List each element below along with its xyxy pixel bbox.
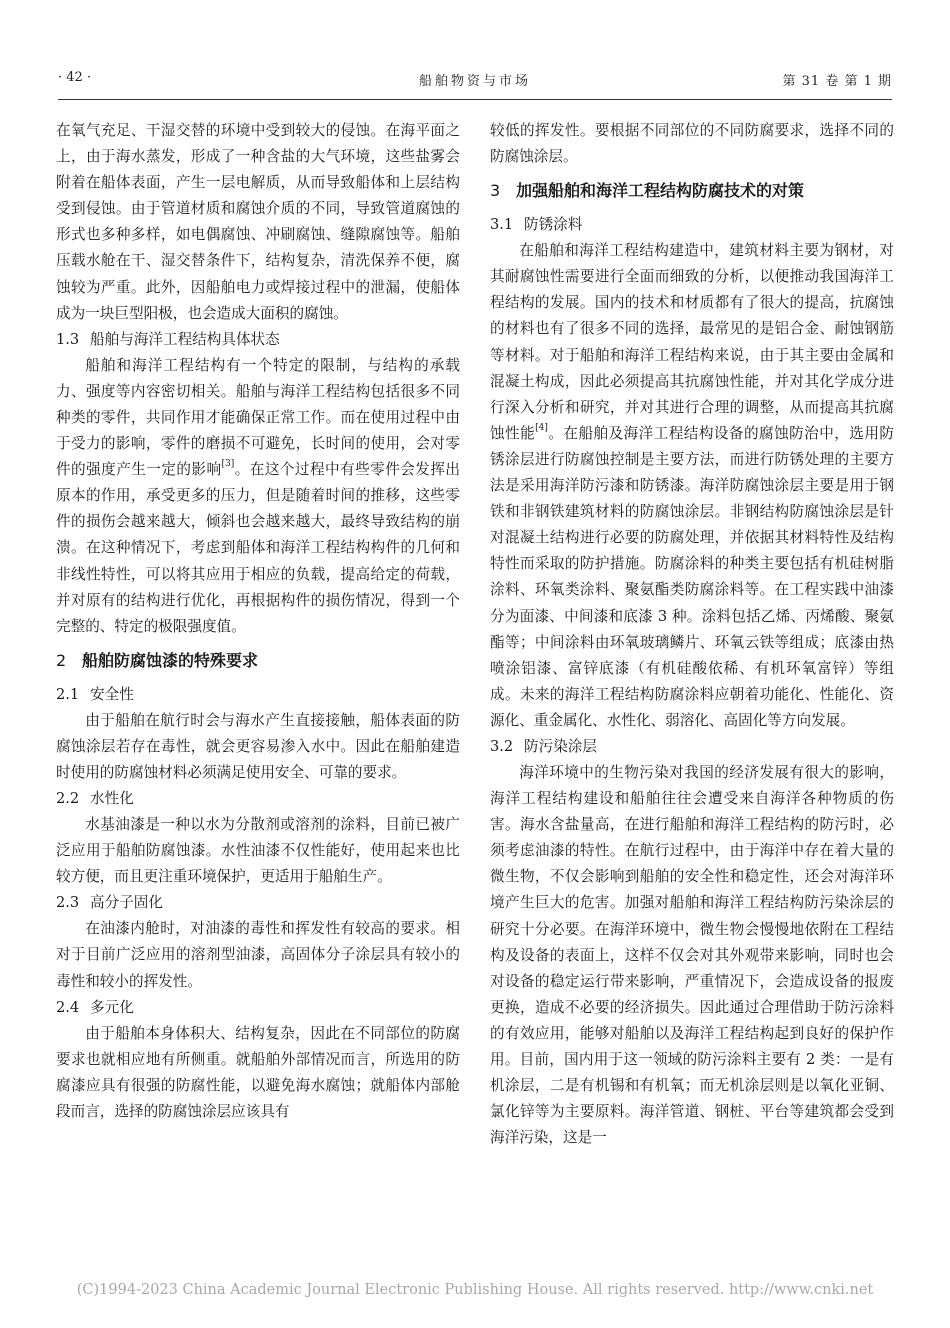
- section-title: 高分子固化: [90, 894, 163, 912]
- section-number: 1.3: [56, 330, 80, 348]
- page-header: [58, 66, 892, 90]
- paragraph: 海洋环境中的生物污染对我国的经济发展有很大的影响，海洋工程结构建设和船舶往往会遭受来自海洋各种物质的伤害。海水含盐量高，在进行船舶和海洋工程结构的防污时，必须考虑油漆的特性。在航行过程中，由于海洋中存在着大量的微生物，不仅会影响到船舶的安全性和稳定性，还会对海洋环境产生巨大的危害。加强对船舶和海洋工程结构防污染涂层的研究十分必要。在海洋环境中，微生物会慢慢地依附在工程结构及设备的表面上，这样不仅会对其外观带来影响，同时也会对设备的稳定运行带来影响，严重情况下，会造成设备的报废更换，造成不必要的经济损失。因此通过合理借助于防污涂料的有效应用，能够对船舶以及海洋工程结构起到良好的保护作用。目前，国内用于这一领域的防污涂料主要有 2 类：一是有机涂层，二是有机锡和有机氧；而无机涂层则是以氧化亚铜、氯化锌等为主要原料。海洋管道、钢桩、平台等建筑都会受到海洋污染，这是一: [490, 763, 894, 1147]
- section-heading-2-1: [56, 682, 460, 708]
- paragraph: 较低的挥发性。要根据不同部位的不同防腐要求，选择不同的防腐蚀涂层。: [490, 122, 894, 166]
- section-title: 水性化: [90, 790, 134, 808]
- section-number: 2.1: [56, 685, 80, 703]
- section-title: 船舶防腐蚀漆的特殊要求: [82, 650, 259, 670]
- section-title: 多元化: [90, 998, 134, 1016]
- paragraph: 在油漆内舱时，对油漆的毒性和挥发性有较高的要求。相对于目前广泛应用的溶剂型油漆，高固体分子涂层具有较小的毒性和较小的挥发性。: [56, 920, 460, 990]
- section-number: 2.4: [56, 998, 80, 1016]
- page-number: · 42 ·: [58, 70, 92, 85]
- journal-name: 船舶物资与市场: [418, 74, 531, 89]
- section-title: 防锈涂料: [524, 216, 583, 234]
- section-title: 防污染涂层: [524, 737, 597, 755]
- section-heading-1-3: [56, 327, 460, 353]
- paragraph-text: 在船舶和海洋工程结构建造中，建筑材料主要为钢材，对其耐腐蚀性需要进行全面而细致的分析，以便推动我国海洋工程结构的发展。国内的技术和材质都有了很大的提高，抗腐蚀的材料也有了很多不同的选择，最常见的是铝合金、耐蚀钢筋等材料。对于船舶和海洋工程结构来说，由于其主要由金属和混凝土构成，因此必须提高其抗腐蚀性能，并对其化学成分进行深入分析和研究，并对其进行合理的调整，从而提高其抗腐蚀性能: [490, 242, 894, 442]
- section-title: 船舶与海洋工程结构具体状态: [90, 330, 280, 348]
- paragraph-text: 。在船舶及海洋工程结构设备的腐蚀防治中，选用防锈涂层进行防腐蚀控制是主要方法，而进行防锈处理的主要方法是采用海洋防污漆和防锈漆。海洋防腐蚀涂层主要是用于钢铁和非钢铁建筑材料的防腐蚀涂层。非钢结构防腐蚀涂层是针对混凝土结构进行必要的防腐处理，并依据其材料特性及结构特性而采取的防护措施。防腐涂料的种类主要包括有机硅树脂涂料、环氧类涂料、聚氨酯类防腐涂料等。在工程实践中油漆分为面漆、中间漆和底漆 3 种。涂料包括乙烯、丙烯酸、聚氨酯等；中间涂料由环氧玻璃鳞片、环氧云铁等组成；底漆由热喷涂铝漆、富锌底漆（有机硅酸依稀、有机环氧富锌）等组成。未来的海洋工程结构防腐涂料应朝着功能化、性能化、资源化、重金属化、水性化、弱溶化、高固化等方向发展。: [490, 424, 894, 729]
- citation-ref[interactable]: [3]: [221, 459, 235, 470]
- paragraph-text: 。在这个过程中有些零件会发挥出原本的作用，承受更多的压力，但是随着时间的推移，这些零件的损伤会越来越大，倾斜也会越来越大，最终导致结构的崩溃。在这种情况下，考虑到船体和海洋工程结构构件的几何和非线性特性，可以将其应用于相应的负载，提高给定的荷载，并对原有的结构进行优化，再根据构件的损伤情况，得到一个完整的、特定的极限强度值。: [56, 461, 460, 635]
- paragraph: 由于船舶在航行时会与海水产生直接接触，船体表面的防腐蚀涂层若存在毒性，就会更容易渗入水中。因此在船舶建造时使用的防腐蚀材料必须满足使用安全、可靠的要求。: [56, 711, 460, 781]
- section-number: 2.3: [56, 894, 80, 912]
- section-heading-2-4: [56, 995, 460, 1021]
- paragraph: 水基油漆是一种以水为分散剂或溶剂的涂料，目前已被广泛应用于船舶防腐蚀漆。水性油漆不仅性能好，使用起来也比较方便，而且更注重环境保护，更适用于船舶生产。: [56, 816, 460, 886]
- issue-label: 第 31 卷 第 1 期: [782, 74, 892, 89]
- section-number: 2: [56, 650, 67, 670]
- section-number: 3: [490, 181, 501, 201]
- section-heading-3-1: [490, 212, 894, 238]
- section-number: 2.2: [56, 790, 80, 808]
- section-number: 3.1: [490, 216, 514, 234]
- paragraph: 在氧气充足、干湿交替的环境中受到较大的侵蚀。在海平面之上，由于海水蒸发，形成了一种含盐的大气环境，这些盐雾会附着在船体表面，产生一层电解质，从而导致船体和上层结构受到侵蚀。由于管道材质和腐蚀介质的不同，导致管道腐蚀的形式也多种多样，如电偶腐蚀、冲刷腐蚀、缝隙腐蚀等。船舶压载水舱在干、湿交替条件下，结构复杂，清洗保养不便，腐蚀较为严重。此外，因船舶电力或焊接过程中的泄漏，使船体成为一块巨型阳极，也会造成大面积的腐蚀。: [56, 122, 460, 322]
- header-rule: [58, 99, 892, 100]
- citation-ref[interactable]: [4]: [535, 422, 548, 433]
- paragraph: [490, 238, 894, 734]
- section-title: 安全性: [90, 685, 134, 703]
- paragraph-text: 船舶和海洋工程结构有一个特定的限制，与结构的承载力、强度等内容密切相关。船舶与海洋工程结构包括很多不同种类的零件，共同作用才能确保正常工作。而在使用过程中由于受力的影响，零件的磨损不可避免，长时间的使用，会对零件的强度产生一定的影响: [56, 356, 460, 479]
- section-title: 加强船舶和海洋工程结构防腐技术的对策: [516, 181, 805, 201]
- section-heading-2: [56, 648, 460, 674]
- section-heading-2-2: [56, 786, 460, 812]
- paragraph: [56, 353, 460, 640]
- right-column: [490, 118, 894, 1151]
- section-number: 3.2: [490, 737, 514, 755]
- section-heading-3-2: [490, 734, 894, 760]
- left-column: [56, 118, 460, 1125]
- copyright-footer: (C)1994-2023 China Academic Journal Electronic Publishing House. All rights reserved. http://www.cnki.net: [76, 1282, 874, 1298]
- section-heading-2-3: [56, 890, 460, 916]
- paragraph: 由于船舶本身体积大、结构复杂，因此在不同部位的防腐要求也就相应地有所侧重。就船舶外部情况而言，所选用的防腐漆应具有很强的防腐性能，以避免海水腐蚀；就船体内部舱段而言，选择的防腐蚀涂层应该具有: [56, 1024, 460, 1120]
- section-heading-3: [490, 178, 894, 204]
